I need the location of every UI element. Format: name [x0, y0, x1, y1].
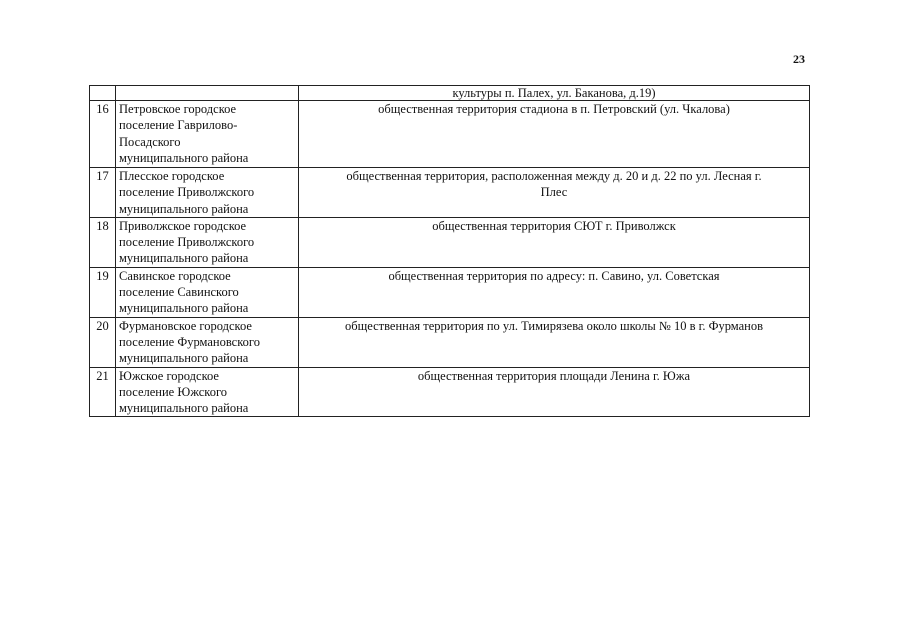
row-number: 18	[90, 217, 116, 267]
territory-text: общественная территория СЮТ г. Приволжск	[432, 218, 676, 233]
settlement-name-line: поселение Приволжского	[119, 185, 255, 200]
settlement-name	[116, 101, 299, 168]
settlement-name	[116, 217, 299, 267]
settlement-name-line: поселение Южского	[119, 384, 228, 399]
carry-over-text: культуры п. Палех, ул. Баканова, д.19)	[299, 86, 810, 101]
settlement-name-line: поселение Гаврилово-	[119, 118, 238, 133]
settlement-name-line: Плесское городское	[119, 169, 225, 183]
settlement-name-line: муниципального района	[119, 301, 249, 316]
settlement-name-line: муниципального района	[119, 201, 249, 216]
territory-text: общественная территория по ул. Тимирязева около школы № 10 в г. Фурманов	[345, 318, 763, 333]
territories-table	[89, 85, 810, 417]
table-row	[90, 217, 810, 267]
settlement-name-line: поселение Савинского	[119, 285, 239, 300]
settlement-name-line: поселение Приволжского	[119, 235, 255, 250]
territory-description	[299, 168, 810, 218]
row-number: 19	[90, 267, 116, 317]
territory-description	[299, 101, 810, 168]
settlement-name-line: Петровское городское	[119, 102, 237, 116]
territory-text: общественная территория стадиона в п. Петровский (ул. Чкалова)	[378, 102, 730, 116]
territory-description	[299, 367, 810, 417]
settlement-name	[116, 168, 299, 218]
row-number: 20	[90, 317, 116, 367]
page-number: 23	[793, 52, 805, 66]
territory-text: общественная территория площади Ленина г. Южа	[417, 368, 691, 383]
settlement-name-line: муниципального района	[119, 251, 249, 266]
table-row	[90, 168, 810, 218]
settlement-name-line: Южское городское	[119, 368, 219, 383]
table-row	[90, 101, 810, 168]
settlement-name-line: Фурмановское городское	[119, 318, 252, 333]
settlement-name-line: муниципального района	[119, 351, 249, 366]
territory-text: общественная территория, расположенная между д. 20 и д. 22 по ул. Лесная г. Плес	[346, 169, 762, 200]
row-number: 21	[90, 367, 116, 417]
cell-num-empty	[90, 86, 116, 101]
settlement-name-line: Посадского	[119, 134, 181, 149]
table-row	[90, 367, 810, 417]
cell-name-empty	[116, 86, 299, 101]
settlement-name-line: муниципального района	[119, 401, 249, 416]
settlement-name-line: муниципального района	[119, 150, 249, 165]
table-row-carry-over	[90, 86, 810, 101]
row-number: 16	[90, 101, 116, 168]
territory-text: общественная территория по адресу: п. Савино, ул. Советская	[388, 268, 720, 283]
row-number: 17	[90, 168, 116, 218]
settlement-name	[116, 367, 299, 417]
settlement-name-line: Савинское городское	[119, 268, 231, 283]
settlement-name	[116, 317, 299, 367]
settlement-name-line: Приволжское городское	[119, 218, 247, 233]
settlement-name-line: поселение Фурмановского	[119, 334, 260, 349]
territory-description	[299, 217, 810, 267]
settlement-name	[116, 267, 299, 317]
table-row	[90, 267, 810, 317]
table-row	[90, 317, 810, 367]
territory-description	[299, 317, 810, 367]
territory-description	[299, 267, 810, 317]
